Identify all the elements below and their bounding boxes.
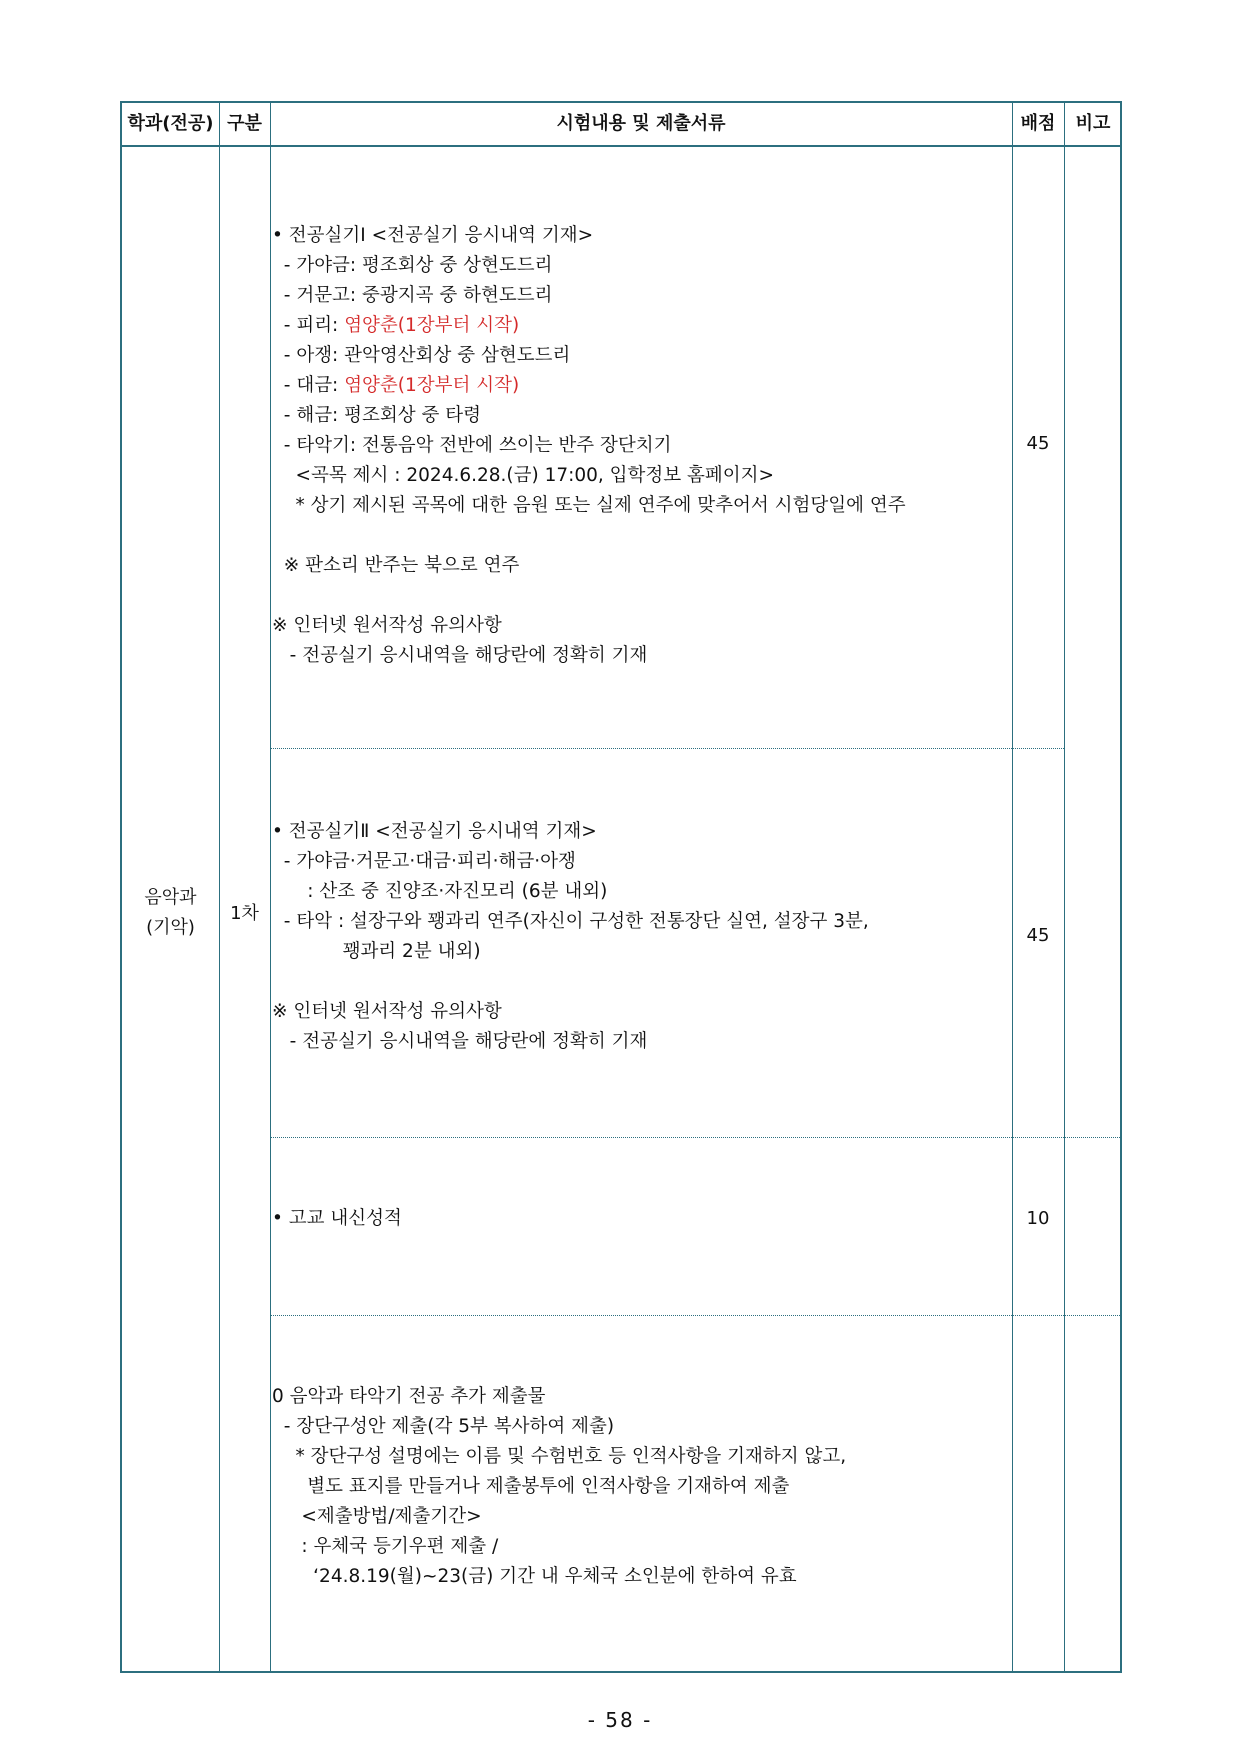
text-line: - 해금: 평조회상 중 타령: [272, 405, 482, 426]
text-line: ※ 인터넷 원서작성 유의사항: [272, 1001, 502, 1022]
text-line: • 전공실기Ⅰ <전공실기 응시내역 기재>: [272, 225, 594, 246]
score-school-grades: 10: [1026, 1208, 1050, 1229]
text-line: : 산조 중 진양조·자진모리 (6분 내외): [272, 881, 608, 902]
text-line: 별도 표지를 만들거나 제출봉투에 인적사항을 기재하여 제출: [272, 1476, 790, 1497]
blank-line: [272, 521, 906, 551]
section-additional-submission: [272, 1382, 846, 1592]
text-line: - 타악기: 전통음악 전반에 쓰이는 반주 장단치기: [272, 435, 672, 456]
piri-piece: 염양춘(1장부터 시작): [344, 315, 520, 336]
type-cell: 1차: [230, 903, 259, 924]
text-line: [272, 371, 906, 401]
exam-table: [120, 101, 1122, 1673]
daegeum-label: - 대금:: [272, 375, 345, 396]
blank-line: [272, 967, 869, 997]
text-line: - 아쟁: 관악영산회상 중 삼현도드리: [272, 345, 571, 366]
score-practical-1: 45: [1026, 433, 1050, 454]
text-line: ※ 판소리 반주는 북으로 연주: [272, 555, 520, 576]
piri-label: - 피리:: [272, 315, 345, 336]
header-score: 배점: [1020, 113, 1056, 134]
text-line: [272, 311, 906, 341]
text-line: 0 음악과 타악기 전공 추가 제출물: [272, 1386, 546, 1407]
header-type: 구분: [227, 113, 262, 134]
section-divider: [270, 1315, 1120, 1316]
header-content: 시험내용 및 제출서류: [556, 113, 726, 134]
text-line: - 가야금·거문고·대금·피리·해금·아쟁: [272, 851, 576, 872]
text-line: - 가야금: 평조회상 중 상현도드리: [272, 255, 553, 276]
column-divider: [1012, 103, 1013, 1671]
column-divider: [270, 103, 271, 1671]
section-school-grades: [272, 1204, 402, 1234]
dept-name: 음악과: [144, 887, 197, 908]
text-line: ‘24.8.19(월)~23(금) 기간 내 우체국 소인분에 한하여 유효: [272, 1566, 797, 1587]
column-divider: [1064, 103, 1065, 1671]
text-line: <제출방법/제출기간>: [272, 1506, 482, 1527]
dept-major: (기악): [146, 917, 195, 938]
page-number: - 58 -: [587, 1708, 653, 1732]
text-line: <곡목 제시 : 2024.6.28.(금) 17:00, 입학정보 홈페이지>: [272, 465, 775, 486]
dept-cell: [122, 883, 219, 943]
header-dept: 학과(전공): [127, 113, 214, 134]
text-line: - 타악 : 설장구와 꽹과리 연주(자신이 구성한 전통장단 실연, 설장구 3분,: [272, 911, 869, 932]
text-line: - 전공실기 응시내역을 해당란에 정확히 기재: [272, 645, 648, 666]
text-line: - 전공실기 응시내역을 해당란에 정확히 기재: [272, 1031, 648, 1052]
text-line: - 거문고: 중광지곡 중 하현도드리: [272, 285, 553, 306]
header-note: 비고: [1075, 113, 1111, 134]
text-line: : 우체국 등기우편 제출 /: [272, 1536, 499, 1557]
text-line: - 장단구성안 제출(각 5부 복사하여 제출): [272, 1416, 615, 1437]
text-line: 꽹과리 2분 내외): [272, 941, 481, 962]
text-line: • 고교 내신성적: [272, 1208, 402, 1229]
section-practical-1: [272, 221, 906, 671]
blank-line: [272, 581, 906, 611]
score-practical-2: 45: [1026, 925, 1050, 946]
text-line: * 장단구성 설명에는 이름 및 수험번호 등 인적사항을 기재하지 않고,: [272, 1446, 847, 1467]
text-line: ※ 인터넷 원서작성 유의사항: [272, 615, 502, 636]
text-line: • 전공실기Ⅱ <전공실기 응시내역 기재>: [272, 821, 597, 842]
section-practical-2: [272, 817, 869, 1057]
text-line: * 상기 제시된 곡목에 대한 음원 또는 실제 연주에 맞추어서 시험당일에 연주: [272, 495, 906, 516]
daegeum-piece: 염양춘(1장부터 시작): [344, 375, 520, 396]
section-divider: [270, 1137, 1120, 1138]
column-divider: [219, 103, 220, 1671]
header-divider: [122, 145, 1120, 147]
section-divider: [270, 748, 1064, 749]
